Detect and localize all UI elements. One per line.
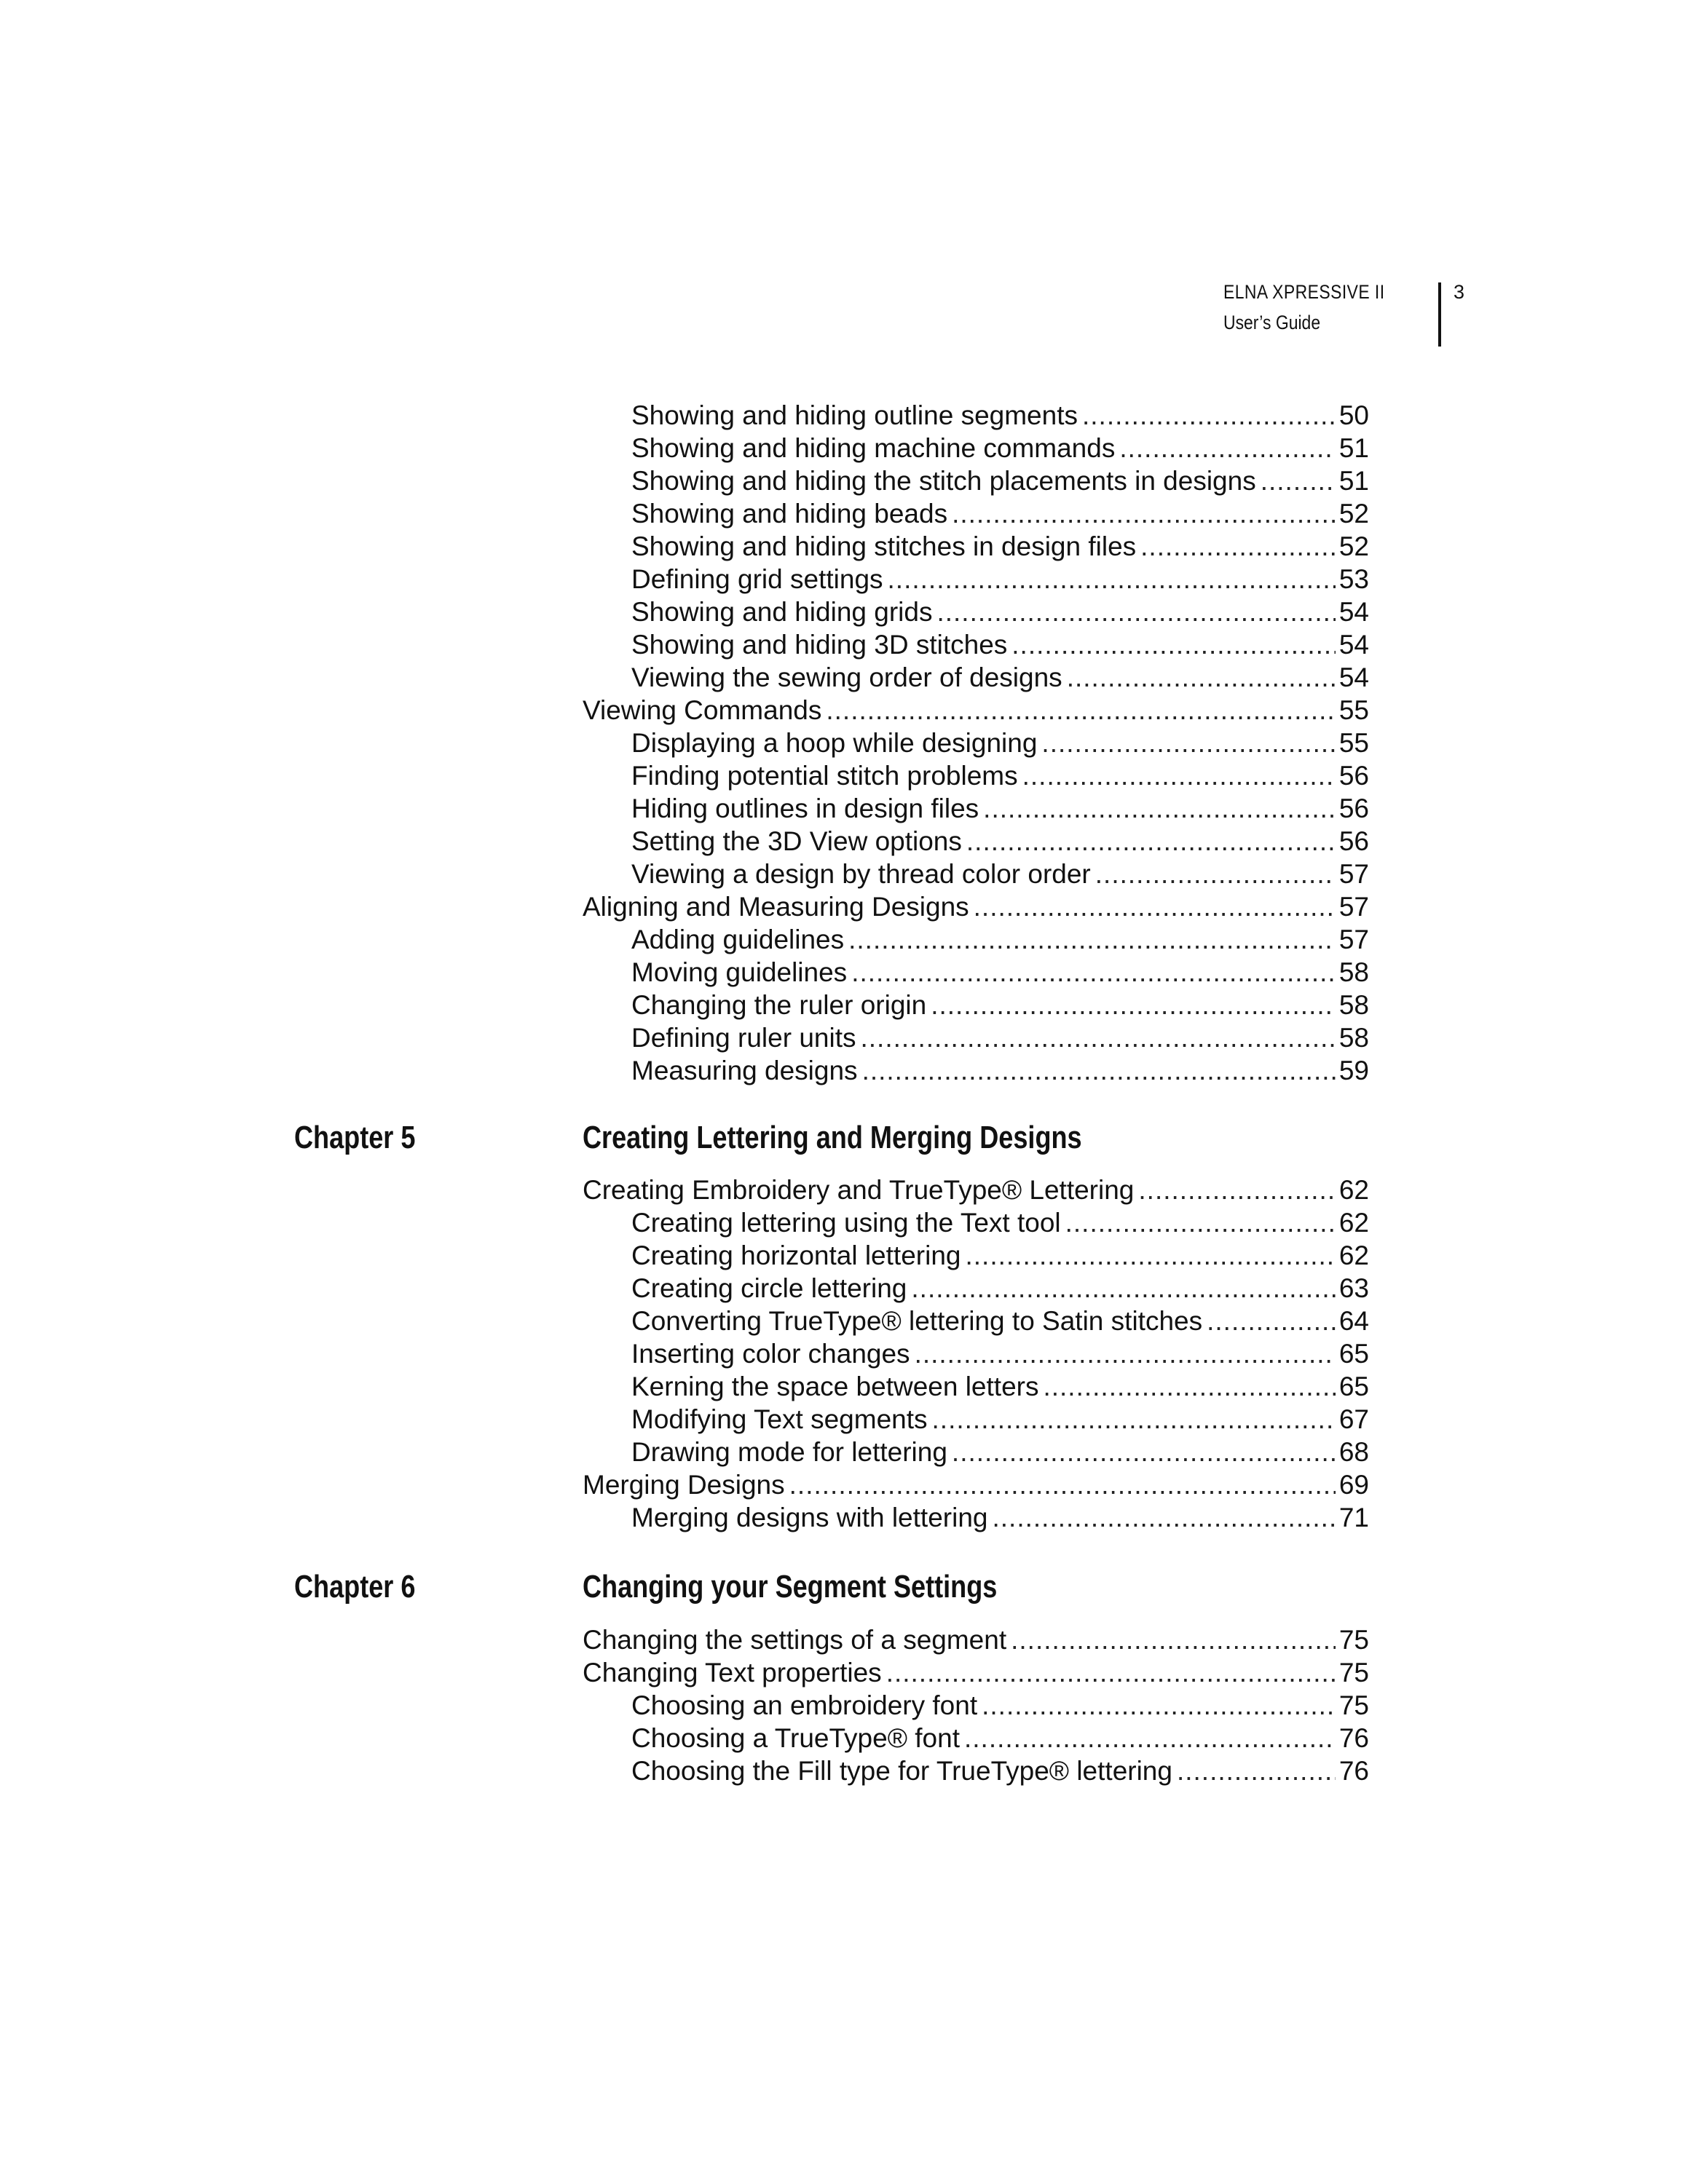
toc-entry-row — [583, 1272, 1369, 1305]
dot-leader — [1138, 1174, 1336, 1206]
running-header — [1165, 277, 1471, 349]
toc-entry-title: Measuring designs — [631, 1056, 858, 1085]
toc-entry-page: 57 — [1338, 859, 1369, 889]
toc-entry-title: Showing and hiding beads — [631, 499, 948, 529]
toc-entry[interactable] — [583, 989, 1369, 1021]
dot-leader — [974, 890, 1336, 923]
toc-entry-title: Showing and hiding grids — [631, 597, 933, 627]
toc-entry-title: Merging Designs — [583, 1470, 785, 1500]
toc-entry-row — [583, 1656, 1369, 1689]
toc-entry-page: 56 — [1338, 794, 1369, 823]
toc-entry-title: Defining grid settings — [631, 564, 883, 594]
toc-entry-row — [583, 563, 1369, 596]
toc-entry-row — [583, 759, 1369, 792]
chapter-5-title[interactable]: Creating Lettering and Merging Designs — [583, 1120, 1082, 1155]
toc-entry-title: Choosing a TrueType® font — [631, 1723, 960, 1753]
toc-entry-page: 75 — [1338, 1625, 1369, 1655]
dot-leader — [1095, 858, 1336, 890]
toc-entry[interactable] — [583, 956, 1369, 989]
toc-entry-page: 51 — [1338, 433, 1369, 463]
dot-leader — [1011, 1623, 1336, 1656]
toc-entry-page: 54 — [1338, 662, 1369, 692]
dot-leader — [911, 1272, 1336, 1305]
toc-entry-row — [583, 1501, 1369, 1534]
toc-entry-page: 62 — [1338, 1208, 1369, 1238]
toc-entry-page: 58 — [1338, 957, 1369, 987]
toc-entry-page: 50 — [1338, 400, 1369, 430]
dot-leader — [931, 989, 1336, 1021]
toc-entry[interactable] — [583, 1206, 1369, 1239]
toc-entry-title: Hiding outlines in design files — [631, 794, 979, 823]
toc-entry[interactable] — [583, 1403, 1369, 1436]
toc-entry[interactable] — [583, 792, 1369, 825]
toc-entry-page: 59 — [1338, 1056, 1369, 1085]
toc-entry-row — [583, 1623, 1369, 1656]
toc-entry-page: 65 — [1338, 1339, 1369, 1369]
toc-entry-page: 75 — [1338, 1658, 1369, 1688]
toc-entry-title: Viewing a design by thread color order — [631, 859, 1091, 889]
dot-leader — [965, 1239, 1336, 1272]
toc-entry-title: Merging designs with lettering — [631, 1503, 988, 1532]
toc-entry-page: 52 — [1338, 531, 1369, 561]
toc-entry-row — [583, 1468, 1369, 1501]
toc-entry[interactable] — [583, 628, 1369, 661]
toc-entry-row — [583, 1370, 1369, 1403]
toc-entry[interactable] — [583, 923, 1369, 956]
toc-entry-page: 51 — [1338, 466, 1369, 496]
toc-entry-title: Finding potential stitch problems — [631, 761, 1018, 791]
toc-entry-title: Showing and hiding outline segments — [631, 400, 1078, 430]
toc-entry-row — [583, 1206, 1369, 1239]
toc-entry-page: 54 — [1338, 597, 1369, 627]
dot-leader — [1022, 759, 1336, 792]
toc-entry-row — [583, 1305, 1369, 1337]
toc-entry-row — [583, 596, 1369, 628]
toc-entry-page: 68 — [1338, 1437, 1369, 1467]
toc-continued-section — [583, 399, 1369, 1087]
toc-entry-page: 65 — [1338, 1372, 1369, 1401]
toc-entry-row — [583, 628, 1369, 661]
chapter-6-title[interactable]: Changing your Segment Settings — [583, 1569, 998, 1605]
toc-entry-page: 58 — [1338, 1023, 1369, 1053]
dot-leader — [1043, 1370, 1336, 1403]
toc-entry[interactable] — [583, 661, 1369, 694]
toc-entry-title: Changing Text properties — [583, 1658, 882, 1688]
toc-entry-title: Showing and hiding stitches in design files — [631, 531, 1137, 561]
toc-entry-page: 53 — [1338, 564, 1369, 594]
toc-entry[interactable] — [583, 1468, 1369, 1501]
toc-entry[interactable] — [583, 1174, 1369, 1206]
toc-entry-page: 55 — [1338, 728, 1369, 758]
toc-entry-row — [583, 1403, 1369, 1436]
toc-entry-row — [583, 1722, 1369, 1754]
toc-entry-title: Creating horizontal lettering — [631, 1241, 961, 1270]
toc-entry-row — [583, 956, 1369, 989]
toc-entry-row — [583, 1689, 1369, 1722]
toc-entry-page: 54 — [1338, 630, 1369, 660]
toc-entry-title: Showing and hiding machine commands — [631, 433, 1116, 463]
toc-entry[interactable] — [583, 890, 1369, 923]
toc-entry[interactable] — [583, 432, 1369, 464]
toc-entry[interactable] — [583, 1337, 1369, 1370]
dot-leader — [860, 1021, 1336, 1054]
toc-entry-row — [583, 1239, 1369, 1272]
toc-entry[interactable] — [583, 1656, 1369, 1689]
toc-entry[interactable] — [583, 1436, 1369, 1468]
dot-leader — [992, 1501, 1336, 1534]
dot-leader — [826, 694, 1336, 727]
toc-entry[interactable] — [583, 1722, 1369, 1754]
dot-leader — [886, 1656, 1336, 1689]
toc-entry-page: 76 — [1338, 1723, 1369, 1753]
chapter-6-label: Chapter 6 — [294, 1569, 416, 1605]
dot-leader — [851, 956, 1336, 989]
toc-entry-page: 56 — [1338, 826, 1369, 856]
toc-entry-title: Choosing the Fill type for TrueType® lettering — [631, 1756, 1172, 1786]
toc-entry-title: Changing the settings of a segment — [583, 1625, 1007, 1655]
toc-entry-row — [583, 530, 1369, 563]
toc-entry-row — [583, 858, 1369, 890]
dot-leader — [966, 825, 1336, 858]
toc-entry-title: Creating Embroidery and TrueType® Lettering — [583, 1175, 1135, 1205]
toc-entry[interactable] — [583, 497, 1369, 530]
toc-entry-title: Converting TrueType® lettering to Satin stitches — [631, 1306, 1203, 1336]
toc-entry-title: Drawing mode for lettering — [631, 1437, 947, 1467]
dot-leader — [952, 1436, 1336, 1468]
toc-entry-row — [583, 989, 1369, 1021]
toc-entry[interactable] — [583, 759, 1369, 792]
toc-entry-page: 57 — [1338, 892, 1369, 922]
toc-entry[interactable] — [583, 1689, 1369, 1722]
toc-chapter-5-section — [583, 1174, 1369, 1534]
toc-entry[interactable] — [583, 1021, 1369, 1054]
toc-entry-row — [583, 792, 1369, 825]
toc-chapter-6-section — [583, 1623, 1369, 1787]
dot-leader — [848, 923, 1336, 956]
toc-entry[interactable] — [583, 563, 1369, 596]
toc-entry-row — [583, 497, 1369, 530]
dot-leader — [1067, 661, 1336, 694]
toc-entry-row — [583, 1021, 1369, 1054]
dot-leader — [1119, 432, 1336, 464]
dot-leader — [952, 497, 1336, 530]
toc-entry[interactable] — [583, 1239, 1369, 1272]
toc-entry-row — [583, 890, 1369, 923]
toc-entry-page: 75 — [1338, 1690, 1369, 1720]
toc-entry[interactable] — [583, 1054, 1369, 1087]
toc-entry[interactable] — [583, 727, 1369, 759]
toc-entry-title: Showing and hiding 3D stitches — [631, 630, 1008, 660]
toc-entry[interactable] — [583, 858, 1369, 890]
toc-entry[interactable] — [583, 1370, 1369, 1403]
toc-entry-page: 67 — [1338, 1404, 1369, 1434]
dot-leader — [1207, 1305, 1336, 1337]
toc-entry-title: Viewing the sewing order of designs — [631, 662, 1062, 692]
dot-leader — [1261, 464, 1336, 497]
toc-entry-title: Changing the ruler origin — [631, 990, 927, 1020]
toc-entry-title: Displaying a hoop while designing — [631, 728, 1038, 758]
toc-entry[interactable] — [583, 464, 1369, 497]
toc-entry-row — [583, 694, 1369, 727]
dot-leader — [936, 596, 1336, 628]
toc-entry-page: 71 — [1338, 1503, 1369, 1532]
header-divider — [1438, 282, 1441, 347]
toc-entry[interactable] — [583, 1623, 1369, 1656]
dot-leader — [1082, 399, 1336, 432]
page-number: 3 — [1454, 281, 1465, 303]
dot-leader — [1011, 628, 1336, 661]
toc-entry-row — [583, 432, 1369, 464]
toc-entry-page: 52 — [1338, 499, 1369, 529]
dot-leader — [789, 1468, 1336, 1501]
toc-entry-page: 63 — [1338, 1273, 1369, 1303]
toc-entry-title: Moving guidelines — [631, 957, 848, 987]
toc-entry-title: Adding guidelines — [631, 925, 845, 954]
dot-leader — [1065, 1206, 1336, 1239]
toc-entry-title: Defining ruler units — [631, 1023, 856, 1053]
toc-entry-row — [583, 1436, 1369, 1468]
dot-leader — [888, 563, 1336, 596]
manual-subtitle: User’s Guide — [1223, 312, 1321, 333]
toc-entry[interactable] — [583, 596, 1369, 628]
toc-entry-page: 55 — [1338, 695, 1369, 725]
toc-entry-page: 62 — [1338, 1241, 1369, 1270]
toc-entry-row — [583, 1337, 1369, 1370]
toc-entry[interactable] — [583, 399, 1369, 432]
toc-entry[interactable] — [583, 825, 1369, 858]
toc-entry-page: 62 — [1338, 1175, 1369, 1205]
toc-entry-row — [583, 464, 1369, 497]
toc-entry-row — [583, 1174, 1369, 1206]
toc-entry-row — [583, 1754, 1369, 1787]
toc-entry[interactable] — [583, 694, 1369, 727]
toc-entry-title: Creating circle lettering — [631, 1273, 907, 1303]
toc-entry-row — [583, 727, 1369, 759]
toc-entry-page: 56 — [1338, 761, 1369, 791]
toc-entry-row — [583, 1054, 1369, 1087]
toc-entry-title: Showing and hiding the stitch placements in designs — [631, 466, 1256, 496]
toc-entry-title: Creating lettering using the Text tool — [631, 1208, 1061, 1238]
dot-leader — [964, 1722, 1336, 1754]
toc-entry-row — [583, 399, 1369, 432]
dot-leader — [1041, 727, 1336, 759]
toc-entry-page: 69 — [1338, 1470, 1369, 1500]
dot-leader — [983, 792, 1336, 825]
toc-entry[interactable] — [583, 1305, 1369, 1337]
toc-entry[interactable] — [583, 530, 1369, 563]
toc-entry-title: Inserting color changes — [631, 1339, 910, 1369]
toc-entry-title: Setting the 3D View options — [631, 826, 962, 856]
toc-entry-title: Kerning the space between letters — [631, 1372, 1039, 1401]
dot-leader — [1140, 530, 1336, 563]
toc-entry[interactable] — [583, 1272, 1369, 1305]
dot-leader — [982, 1689, 1336, 1722]
dot-leader — [1177, 1754, 1336, 1787]
dot-leader — [915, 1337, 1336, 1370]
toc-entry-row — [583, 923, 1369, 956]
toc-entry-title: Viewing Commands — [583, 695, 822, 725]
toc-entry-title: Aligning and Measuring Designs — [583, 892, 969, 922]
toc-entry-title: Modifying Text segments — [631, 1404, 928, 1434]
manual-title: ELNA XPRESSIVE II — [1223, 281, 1385, 303]
toc-entry-page: 57 — [1338, 925, 1369, 954]
dot-leader — [932, 1403, 1336, 1436]
toc-entry-page: 58 — [1338, 990, 1369, 1020]
toc-entry[interactable] — [583, 1501, 1369, 1534]
toc-entry-page: 76 — [1338, 1756, 1369, 1786]
toc-entry-title: Choosing an embroidery font — [631, 1690, 978, 1720]
dot-leader — [862, 1054, 1336, 1087]
toc-entry-row — [583, 661, 1369, 694]
toc-entry[interactable] — [583, 1754, 1369, 1787]
chapter-5-label: Chapter 5 — [294, 1120, 416, 1155]
toc-entry-row — [583, 825, 1369, 858]
toc-entry-page: 64 — [1338, 1306, 1369, 1336]
